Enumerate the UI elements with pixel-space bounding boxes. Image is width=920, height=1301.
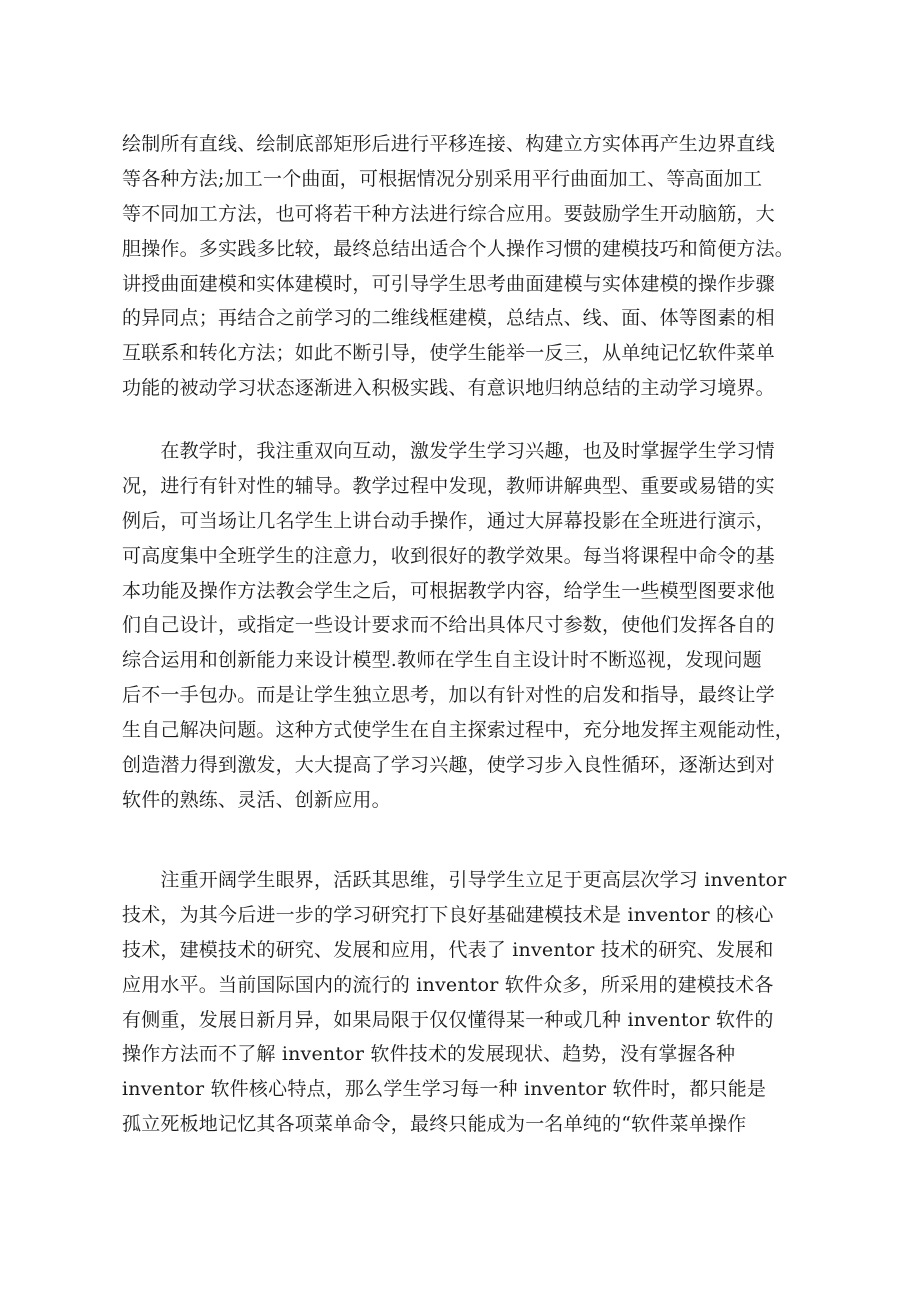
- paragraph-line: 技术，建模技术的研究、发展和应用，代表了 inventor 技术的研究、发展和: [122, 938, 774, 961]
- paragraph-line: 等不同加工方法，也可将若干种方法进行综合应用。要鼓励学生开动脑筋，大: [122, 202, 775, 225]
- paragraph-line: 操作方法而不了解 inventor 软件技术的发展现状、趋势，没有掌握各种: [122, 1043, 736, 1066]
- paragraph-line: 可高度集中全班学生的注意力，收到很好的教学效果。每当将课程中命令的基: [122, 544, 775, 567]
- paragraph-line: 孤立死板地记忆其各项菜单命令，最终只能成为一名单纯的“软件菜单操作: [122, 1113, 747, 1136]
- paragraph-line: 的异同点；再结合之前学习的二维线框建模，总结点、线、面、体等图素的相: [122, 307, 775, 330]
- paragraph-line: 注重开阔学生眼界，活跃其思维，引导学生立足于更高层次学习 inventor: [122, 869, 787, 891]
- paragraph-line: 胆操作。多实践多比较，最终总结出适合个人操作习惯的建模技巧和简便方法。: [122, 237, 795, 260]
- paragraph-line: 讲授曲面建模和实体建模时，可引导学生思考曲面建模与实体建模的操作步骤: [122, 272, 775, 295]
- paragraph-line: 有侧重，发展日新月异，如果局限于仅仅懂得某一种或几种 inventor 软件的: [122, 1008, 774, 1031]
- paragraph-2: [122, 434, 802, 818]
- paragraph-line: 功能的被动学习状态逐渐进入积极实践、有意识地归纳总结的主动学习境界。: [122, 377, 775, 400]
- paragraph-line: 等各种方法;加工一个曲面，可根据情况分别采用平行曲面加工、等高面加工: [122, 167, 763, 190]
- paragraph-line: 后不一手包办。而是让学生独立思考，加以有针对性的启发和指导，最终让学: [122, 684, 775, 707]
- paragraph-line: 绘制所有直线、绘制底部矩形后进行平移连接、构建立方实体再产生边界直线: [122, 133, 775, 155]
- paragraph-line: 在教学时，我注重双向互动，激发学生学习兴趣，也及时掌握学生学习情: [122, 440, 775, 462]
- paragraph-line: inventor 软件核心特点，那么学生学习每一种 inventor 软件时，都只能是: [122, 1078, 767, 1101]
- paragraph-line: 况，进行有针对性的辅导。教学过程中发现，教师讲解典型、重要或易错的实: [122, 474, 775, 497]
- paragraph-line: 们自己设计，或指定一些设计要求而不给出具体尺寸参数，使他们发挥各自的: [122, 614, 775, 637]
- paragraph-line: 软件的熟练、灵活、创新应用。: [122, 788, 391, 811]
- paragraph-line: 应用水平。当前国际国内的流行的 inventor 软件众多，所采用的建模技术各: [122, 973, 774, 996]
- paragraph-1: [122, 127, 802, 406]
- paragraph-line: 创造潜力得到激发，大大提高了学习兴趣，使学习步入良性循环，逐渐达到对: [122, 754, 775, 777]
- paragraph-line: 技术，为其今后进一步的学习研究打下良好基础建模技术是 inventor 的核心: [122, 903, 774, 926]
- paragraph-line: 综合运用和创新能力来设计模型.教师在学生自主设计时不断巡视，发现问题: [122, 649, 762, 672]
- paragraph-line: 本功能及操作方法教会学生之后，可根据教学内容，给学生一些模型图要求他: [122, 579, 775, 602]
- paragraph-line: 生自己解决问题。这种方式使学生在自主探索过程中，充分地发挥主观能动性，: [122, 719, 795, 742]
- paragraph-line: 互联系和转化方法；如此不断引导，使学生能举一反三，从单纯记忆软件菜单: [122, 342, 775, 365]
- paragraph-line: 例后，可当场让几名学生上讲台动手操作，通过大屏幕投影在全班进行演示，: [122, 509, 775, 532]
- paragraph-3: [122, 863, 802, 1142]
